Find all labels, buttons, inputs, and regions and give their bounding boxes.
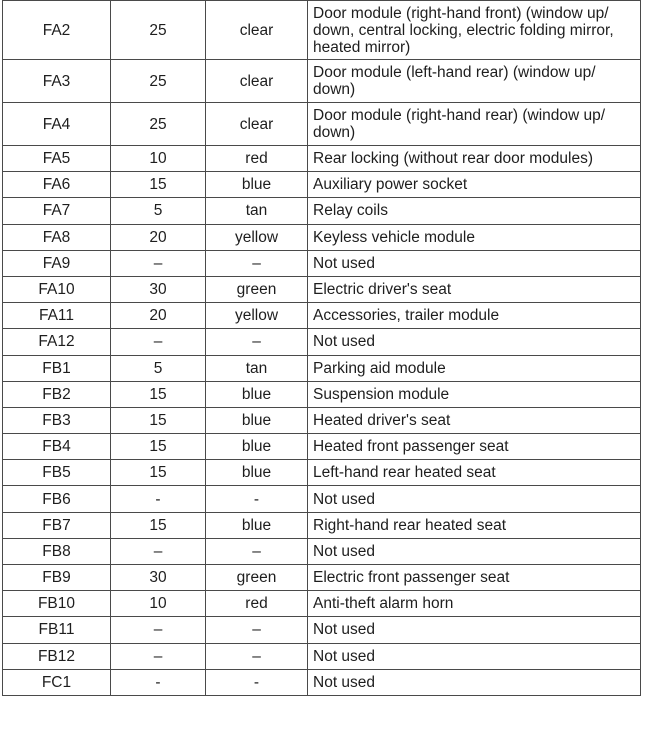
amperage-cell: 15 xyxy=(111,512,206,538)
fuse-id-cell: FB3 xyxy=(3,407,111,433)
fuse-color-cell: blue xyxy=(206,460,308,486)
circuit-description-cell: Door module (right-hand rear) (window up/ down) xyxy=(308,103,641,146)
circuit-description-cell: Not used xyxy=(308,669,641,695)
fuse-color-cell: clear xyxy=(206,60,308,103)
circuit-description-cell: Not used xyxy=(308,486,641,512)
fuse-color-cell: yellow xyxy=(206,224,308,250)
fuse-id-cell: FA8 xyxy=(3,224,111,250)
circuit-description-cell: Relay coils xyxy=(308,198,641,224)
amperage-cell: 25 xyxy=(111,103,206,146)
circuit-description-cell: Right-hand rear heated seat xyxy=(308,512,641,538)
amperage-cell: 15 xyxy=(111,460,206,486)
table-row xyxy=(3,103,641,146)
circuit-description-cell: Parking aid module xyxy=(308,355,641,381)
circuit-description-cell: Heated driver's seat xyxy=(308,407,641,433)
amperage-cell: 25 xyxy=(111,1,206,60)
fuse-color-cell: blue xyxy=(206,381,308,407)
amperage-cell: – xyxy=(111,329,206,355)
amperage-cell: – xyxy=(111,538,206,564)
amperage-cell: - xyxy=(111,669,206,695)
amperage-cell: – xyxy=(111,617,206,643)
fuse-id-cell: FC1 xyxy=(3,669,111,695)
amperage-cell: 10 xyxy=(111,146,206,172)
fuse-id-cell: FB7 xyxy=(3,512,111,538)
fuse-color-cell: tan xyxy=(206,355,308,381)
amperage-cell: 30 xyxy=(111,565,206,591)
amperage-cell: 25 xyxy=(111,60,206,103)
fuse-id-cell: FA10 xyxy=(3,276,111,302)
circuit-description-cell: Not used xyxy=(308,329,641,355)
fuse-id-cell: FA12 xyxy=(3,329,111,355)
fuse-id-cell: FB8 xyxy=(3,538,111,564)
circuit-description-cell: Not used xyxy=(308,617,641,643)
fuse-id-cell: FA11 xyxy=(3,303,111,329)
table-row xyxy=(3,643,641,669)
table-row xyxy=(3,224,641,250)
amperage-cell: 15 xyxy=(111,434,206,460)
circuit-description-cell: Not used xyxy=(308,250,641,276)
amperage-cell: 15 xyxy=(111,381,206,407)
fuse-color-cell: yellow xyxy=(206,303,308,329)
fuse-id-cell: FB1 xyxy=(3,355,111,381)
fuse-color-cell: blue xyxy=(206,512,308,538)
circuit-description-cell: Auxiliary power socket xyxy=(308,172,641,198)
circuit-description-cell: Left-hand rear heated seat xyxy=(308,460,641,486)
amperage-cell: 20 xyxy=(111,224,206,250)
fuse-color-cell: red xyxy=(206,591,308,617)
table-row xyxy=(3,381,641,407)
fuse-id-cell: FA2 xyxy=(3,1,111,60)
table-row xyxy=(3,434,641,460)
fuse-id-cell: FB6 xyxy=(3,486,111,512)
fuse-color-cell: – xyxy=(206,643,308,669)
circuit-description-cell: Electric driver's seat xyxy=(308,276,641,302)
fuse-id-cell: FB11 xyxy=(3,617,111,643)
fuse-id-cell: FA3 xyxy=(3,60,111,103)
circuit-description-cell: Not used xyxy=(308,643,641,669)
table-row xyxy=(3,538,641,564)
amperage-cell: 5 xyxy=(111,198,206,224)
fuse-color-cell: blue xyxy=(206,407,308,433)
circuit-description-cell: Door module (left-hand rear) (window up/ down) xyxy=(308,60,641,103)
amperage-cell: 15 xyxy=(111,407,206,433)
fuse-color-cell: blue xyxy=(206,172,308,198)
fuse-id-cell: FB5 xyxy=(3,460,111,486)
table-row xyxy=(3,460,641,486)
amperage-cell: 15 xyxy=(111,172,206,198)
table-row xyxy=(3,512,641,538)
fuse-color-cell: – xyxy=(206,329,308,355)
table-row xyxy=(3,407,641,433)
amperage-cell: 5 xyxy=(111,355,206,381)
fuse-id-cell: FB9 xyxy=(3,565,111,591)
circuit-description-cell: Accessories, trailer module xyxy=(308,303,641,329)
amperage-cell: - xyxy=(111,486,206,512)
table-row xyxy=(3,250,641,276)
fuse-id-cell: FA5 xyxy=(3,146,111,172)
fuse-id-cell: FA6 xyxy=(3,172,111,198)
fuse-id-cell: FB10 xyxy=(3,591,111,617)
table-row xyxy=(3,146,641,172)
fuse-id-cell: FB4 xyxy=(3,434,111,460)
table-row xyxy=(3,486,641,512)
fuse-id-cell: FB2 xyxy=(3,381,111,407)
circuit-description-cell: Rear locking (without rear door modules) xyxy=(308,146,641,172)
table-row xyxy=(3,565,641,591)
amperage-cell: – xyxy=(111,643,206,669)
table-row xyxy=(3,1,641,60)
fuse-color-cell: tan xyxy=(206,198,308,224)
table-row xyxy=(3,303,641,329)
circuit-description-cell: Door module (right-hand front) (window up/ down, central locking, electric folding mirror, heated mirror) xyxy=(308,1,641,60)
fuse-color-cell: – xyxy=(206,538,308,564)
fuse-color-cell: blue xyxy=(206,434,308,460)
amperage-cell: 30 xyxy=(111,276,206,302)
circuit-description-cell: Anti-theft alarm horn xyxy=(308,591,641,617)
table-row xyxy=(3,60,641,103)
fuse-color-cell: - xyxy=(206,669,308,695)
fuse-color-cell: red xyxy=(206,146,308,172)
fuse-color-cell: green xyxy=(206,565,308,591)
circuit-description-cell: Electric front passenger seat xyxy=(308,565,641,591)
fuse-color-cell: clear xyxy=(206,1,308,60)
table-row xyxy=(3,329,641,355)
fuse-id-cell: FA7 xyxy=(3,198,111,224)
fuse-id-cell: FA4 xyxy=(3,103,111,146)
fuse-color-cell: – xyxy=(206,617,308,643)
table-row xyxy=(3,355,641,381)
circuit-description-cell: Keyless vehicle module xyxy=(308,224,641,250)
fuse-id-cell: FA9 xyxy=(3,250,111,276)
circuit-description-cell: Suspension module xyxy=(308,381,641,407)
amperage-cell: 10 xyxy=(111,591,206,617)
table-row xyxy=(3,172,641,198)
fuse-color-cell: clear xyxy=(206,103,308,146)
fuse-color-cell: - xyxy=(206,486,308,512)
table-row xyxy=(3,669,641,695)
fuse-color-cell: – xyxy=(206,250,308,276)
table-row xyxy=(3,198,641,224)
table-row xyxy=(3,617,641,643)
fuse-color-cell: green xyxy=(206,276,308,302)
fuse-table xyxy=(2,0,641,696)
fuse-table-body xyxy=(3,1,641,696)
table-row xyxy=(3,276,641,302)
amperage-cell: 20 xyxy=(111,303,206,329)
table-row xyxy=(3,591,641,617)
fuse-id-cell: FB12 xyxy=(3,643,111,669)
circuit-description-cell: Heated front passenger seat xyxy=(308,434,641,460)
circuit-description-cell: Not used xyxy=(308,538,641,564)
amperage-cell: – xyxy=(111,250,206,276)
